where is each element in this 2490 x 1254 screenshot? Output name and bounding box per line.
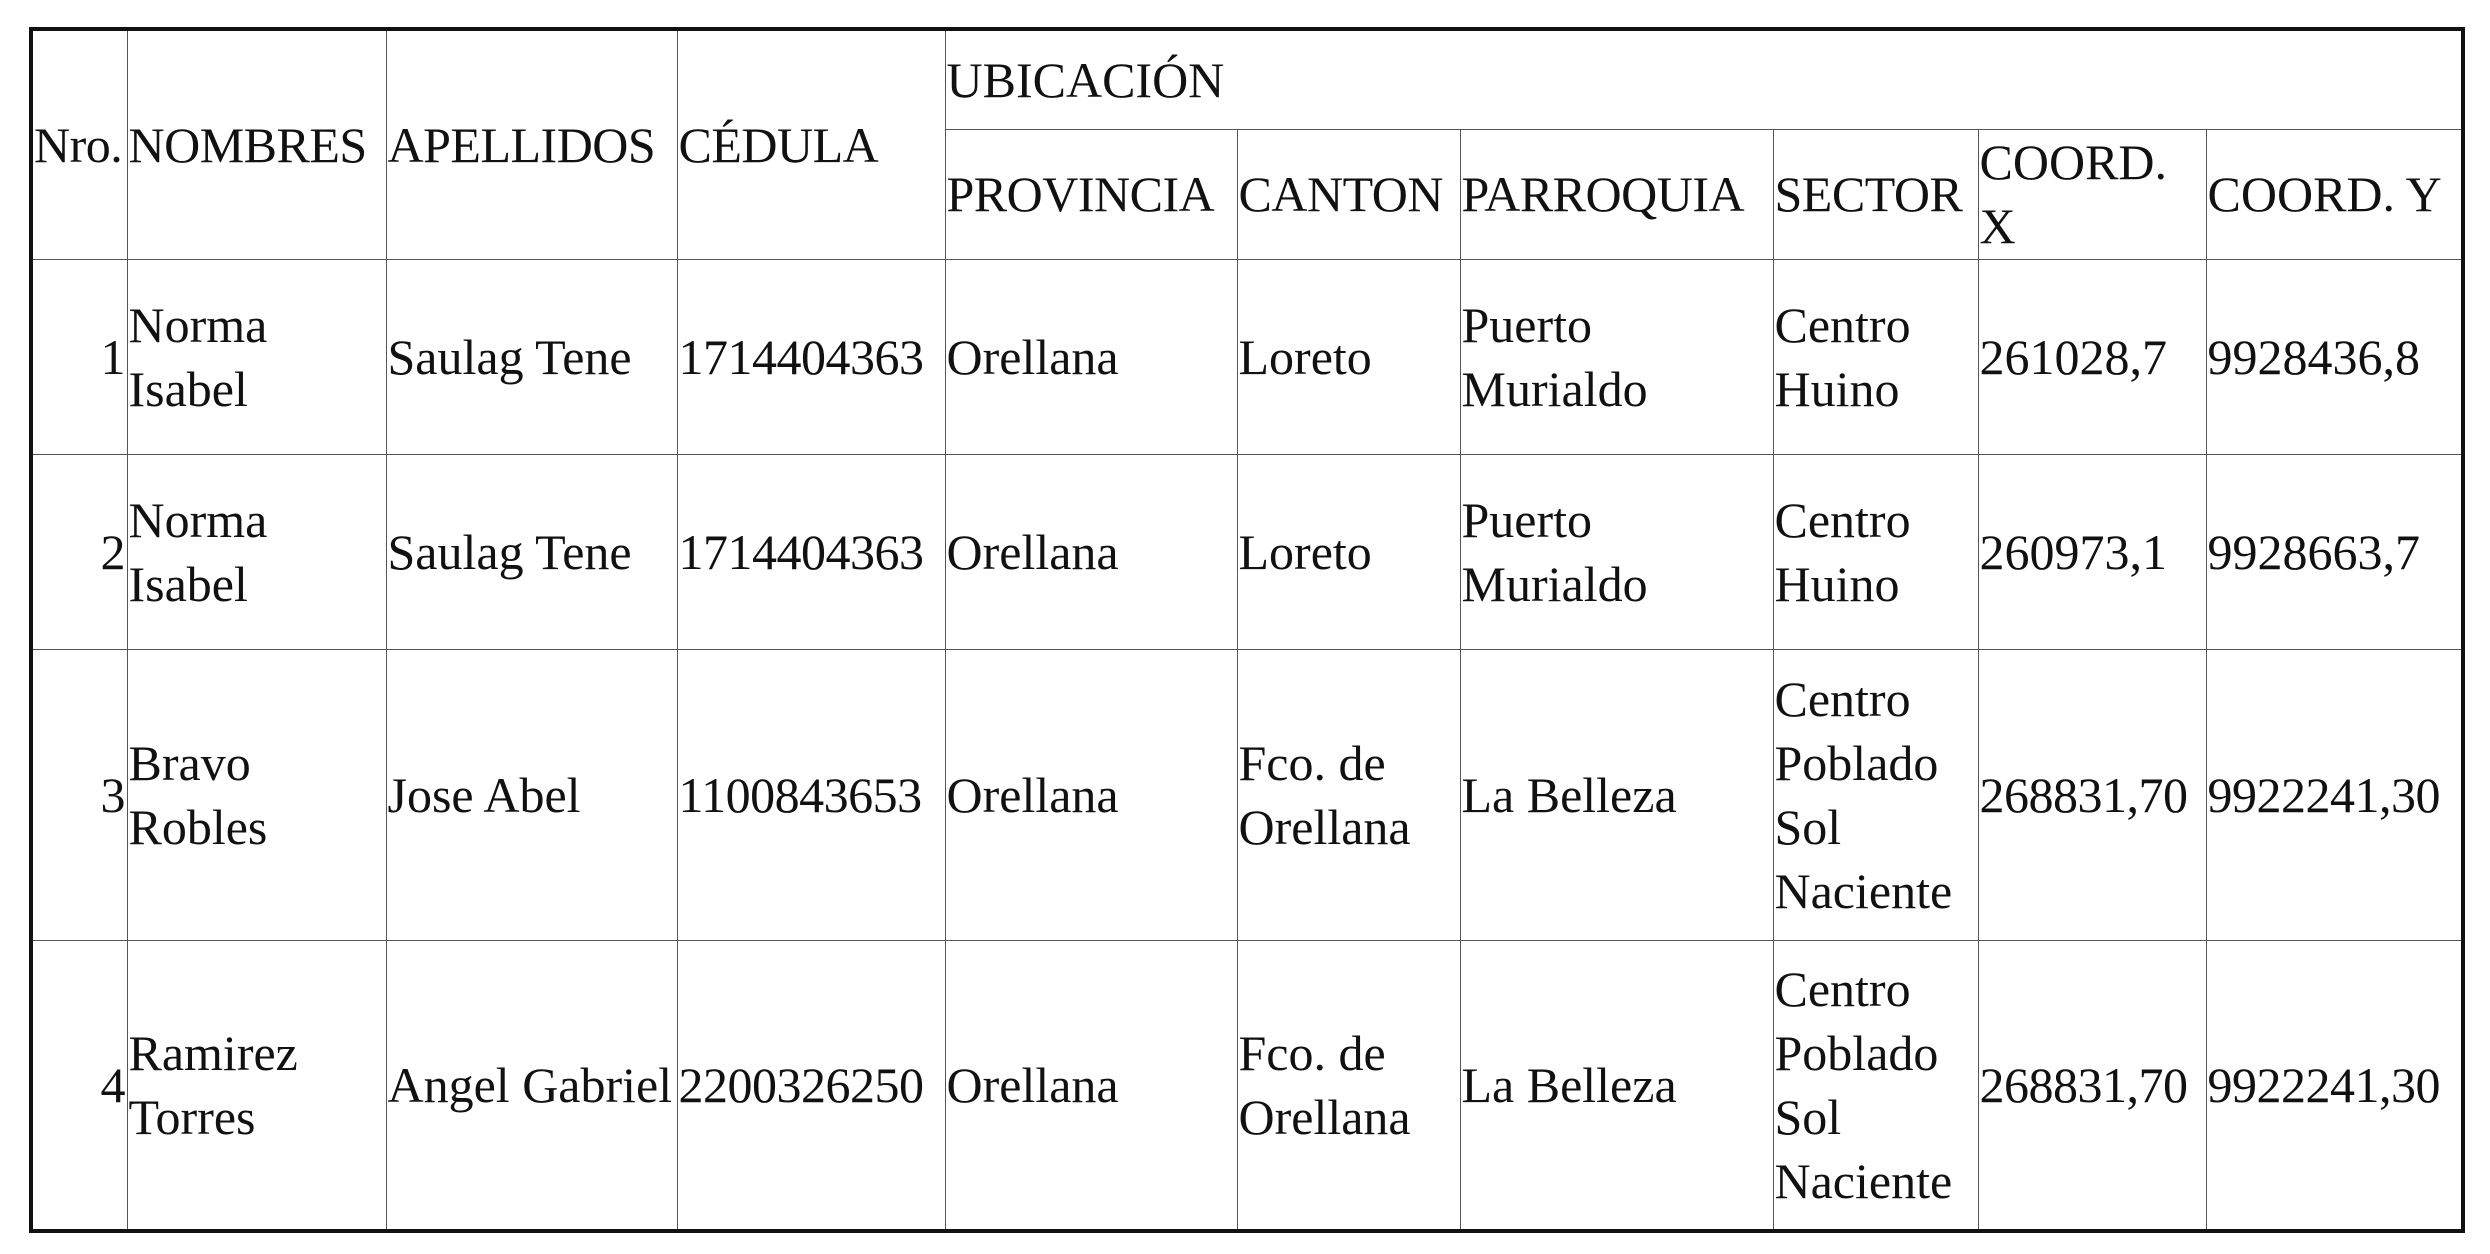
cell-sector: Centro Poblado Sol Naciente: [1773, 940, 1978, 1231]
cell-nombres: Norma Isabel: [127, 454, 386, 649]
cell-coord-y: 9928436,8: [2206, 259, 2463, 454]
cell-nombres: Ramirez Torres: [127, 940, 386, 1231]
cell-cedula: 1100843653: [677, 649, 945, 940]
cell-apellidos: Saulag Tene: [386, 259, 677, 454]
header-nombres: NOMBRES: [127, 29, 386, 259]
cell-cedula: 1714404363: [677, 259, 945, 454]
cell-canton: Fco. de Orellana: [1237, 940, 1460, 1231]
cell-coord-y: 9922241,30: [2206, 649, 2463, 940]
header-coord-x: COORD. X: [1978, 129, 2206, 259]
cell-coord-x: 261028,7: [1978, 259, 2206, 454]
header-nro: Nro.: [31, 29, 127, 259]
cell-cedula: 1714404363: [677, 454, 945, 649]
cell-parroquia: La Belleza: [1460, 940, 1773, 1231]
cell-apellidos: Saulag Tene: [386, 454, 677, 649]
header-coord-y: COORD. Y: [2206, 129, 2463, 259]
header-canton: CANTON: [1237, 129, 1460, 259]
header-apellidos: APELLIDOS: [386, 29, 677, 259]
cell-sector: Centro Poblado Sol Naciente: [1773, 649, 1978, 940]
cell-coord-y: 9928663,7: [2206, 454, 2463, 649]
cell-nro: 2: [31, 454, 127, 649]
header-row-top: [31, 29, 2463, 129]
cell-apellidos: Jose Abel: [386, 649, 677, 940]
cell-nro: 1: [31, 259, 127, 454]
cell-canton: Fco. de Orellana: [1237, 649, 1460, 940]
header-provincia: PROVINCIA: [945, 129, 1237, 259]
cell-nro: 4: [31, 940, 127, 1231]
table-row: [31, 649, 2463, 940]
cell-parroquia: Puerto Murialdo: [1460, 259, 1773, 454]
cell-coord-x: 268831,70: [1978, 649, 2206, 940]
cell-sector: Centro Huino: [1773, 454, 1978, 649]
cell-apellidos: Angel Gabriel: [386, 940, 677, 1231]
cell-provincia: Orellana: [945, 940, 1237, 1231]
header-parroquia: PARROQUIA: [1460, 129, 1773, 259]
cell-parroquia: Puerto Murialdo: [1460, 454, 1773, 649]
cell-provincia: Orellana: [945, 454, 1237, 649]
cell-coord-x: 268831,70: [1978, 940, 2206, 1231]
header-ubicacion: UBICACIÓN: [945, 29, 2463, 129]
cell-sector: Centro Huino: [1773, 259, 1978, 454]
cell-coord-x: 260973,1: [1978, 454, 2206, 649]
cell-canton: Loreto: [1237, 454, 1460, 649]
cell-cedula: 2200326250: [677, 940, 945, 1231]
cell-nombres: Norma Isabel: [127, 259, 386, 454]
header-sector: SECTOR: [1773, 129, 1978, 259]
table-row: [31, 259, 2463, 454]
cell-provincia: Orellana: [945, 649, 1237, 940]
cell-nro: 3: [31, 649, 127, 940]
header-cedula: CÉDULA: [677, 29, 945, 259]
cell-coord-y: 9922241,30: [2206, 940, 2463, 1231]
beneficiaries-table: [29, 27, 2465, 1233]
table-row: [31, 940, 2463, 1231]
table-row: [31, 454, 2463, 649]
cell-nombres: Bravo Robles: [127, 649, 386, 940]
cell-provincia: Orellana: [945, 259, 1237, 454]
cell-parroquia: La Belleza: [1460, 649, 1773, 940]
cell-canton: Loreto: [1237, 259, 1460, 454]
